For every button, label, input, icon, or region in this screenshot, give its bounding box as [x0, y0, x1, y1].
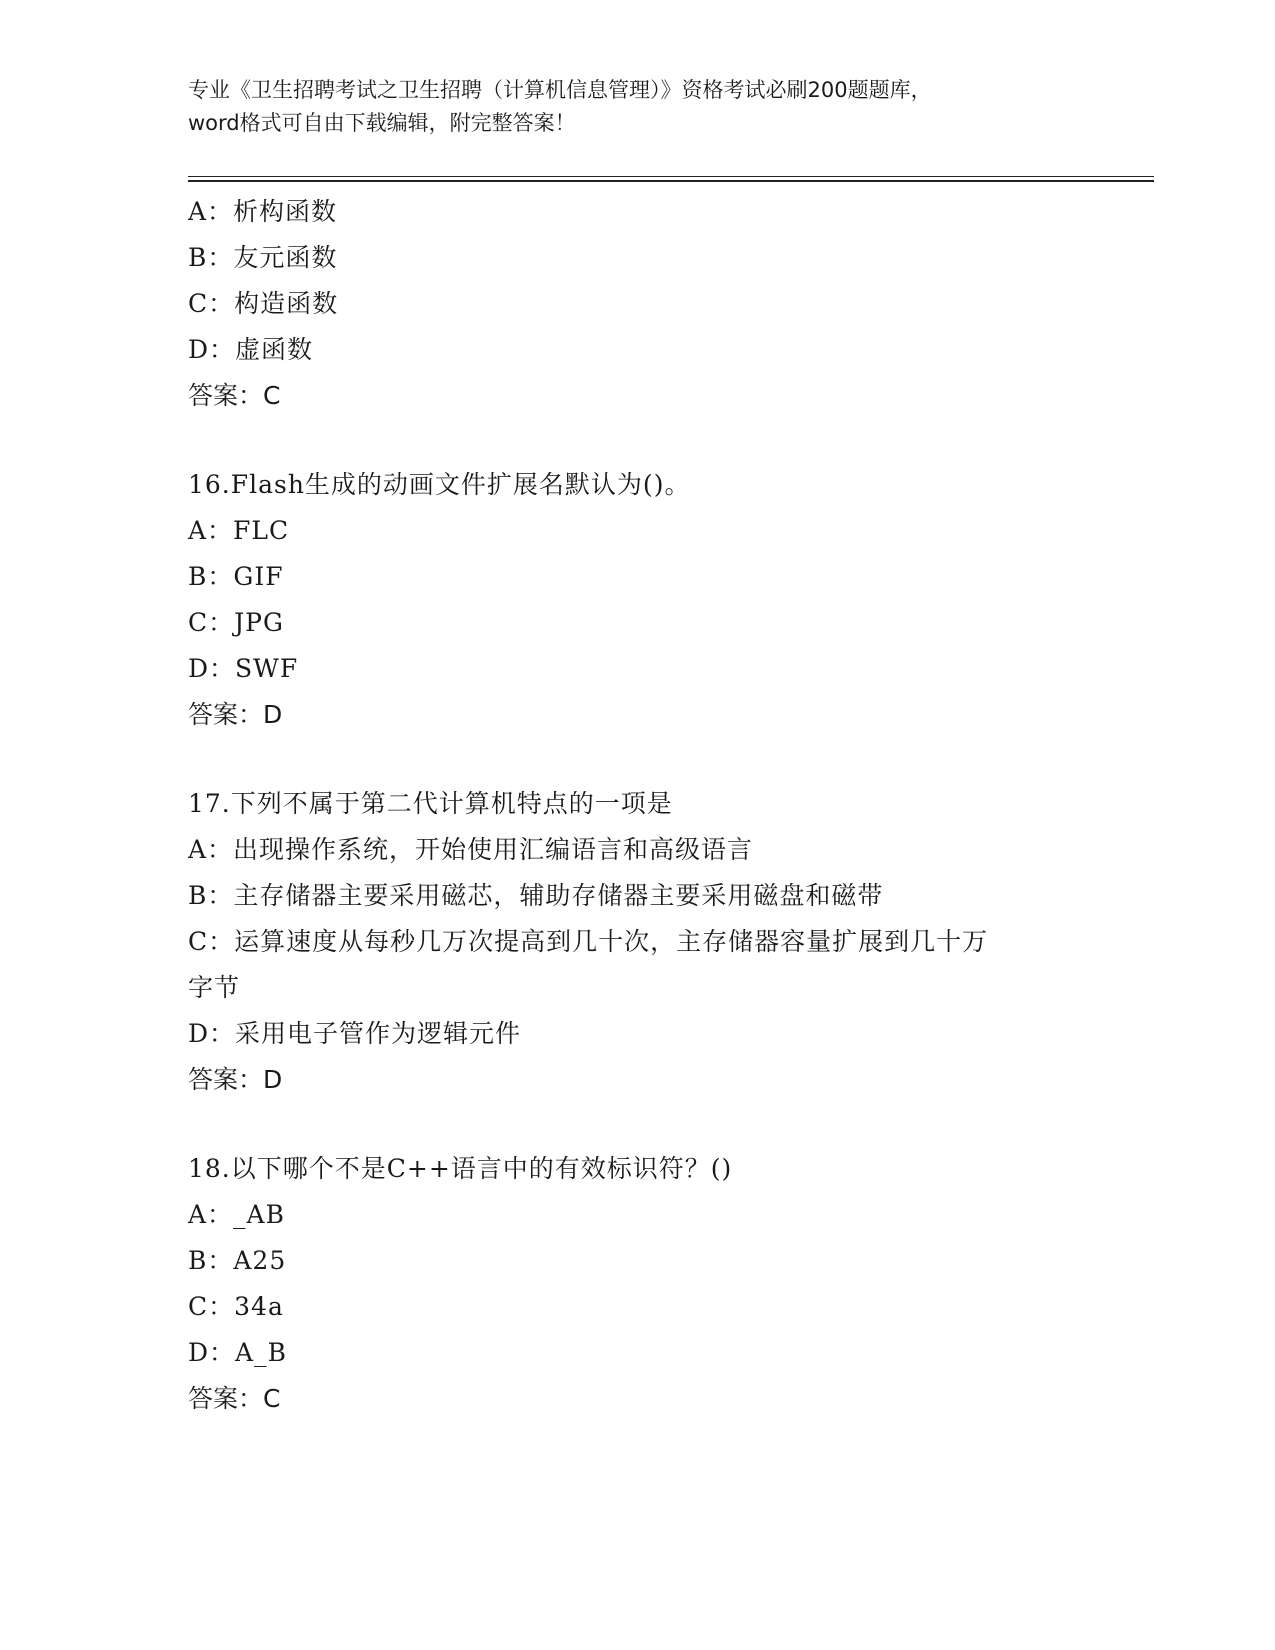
- option-b: B：GIF: [188, 562, 284, 591]
- question-text: 17.下列不属于第二代计算机特点的一项是: [188, 789, 673, 818]
- option-c: C：JPG: [188, 608, 284, 637]
- header-title-line-2: word格式可自由下载编辑，附完整答案！: [188, 111, 576, 135]
- option-d: D：虚函数: [188, 335, 314, 364]
- answer-line: 答案：D: [188, 700, 283, 729]
- question-18: [188, 1146, 1088, 1422]
- header-divider-thin: [188, 176, 1154, 177]
- question-text: 16.Flash生成的动画文件扩展名默认为()。: [188, 470, 691, 499]
- header-divider-thick: [188, 180, 1154, 182]
- header-title-line-1: 专业《卫生招聘考试之卫生招聘（计算机信息管理）》资格考试必刷200题题库，: [188, 78, 932, 102]
- question-text: 18.以下哪个不是C++语言中的有效标识符？(): [188, 1154, 733, 1183]
- option-a: A：析构函数: [188, 197, 338, 226]
- option-c: C：34a: [188, 1292, 284, 1321]
- option-c: C：运算速度从每秒几万次提高到几十次，主存储器容量扩展到几十万: [188, 927, 989, 956]
- option-b: B：主存储器主要采用磁芯，辅助存储器主要采用磁盘和磁带: [188, 881, 884, 910]
- spacer: [188, 419, 1088, 462]
- option-b: B：A25: [188, 1246, 287, 1275]
- option-c-continued: 字节: [188, 973, 241, 1002]
- answer-line: 答案：D: [188, 1065, 283, 1094]
- option-a: A：_AB: [188, 1200, 285, 1229]
- option-d: D：采用电子管作为逻辑元件: [188, 1019, 522, 1048]
- question-17: [188, 781, 1088, 1103]
- answer-line: 答案：C: [188, 1384, 281, 1413]
- question-16: [188, 462, 1088, 738]
- document-header: [188, 74, 1088, 140]
- answer-line: 答案：C: [188, 381, 281, 410]
- option-c: C：构造函数: [188, 289, 339, 318]
- option-d: D：A_B: [188, 1338, 287, 1367]
- spacer: [188, 738, 1088, 781]
- spacer: [188, 1103, 1088, 1146]
- option-b: B：友元函数: [188, 243, 338, 272]
- option-a: A：出现操作系统，开始使用汇编语言和高级语言: [188, 835, 754, 864]
- question-list: [188, 189, 1088, 1422]
- option-a: A：FLC: [188, 516, 290, 545]
- option-d: D：SWF: [188, 654, 299, 683]
- question-15: [188, 189, 1088, 419]
